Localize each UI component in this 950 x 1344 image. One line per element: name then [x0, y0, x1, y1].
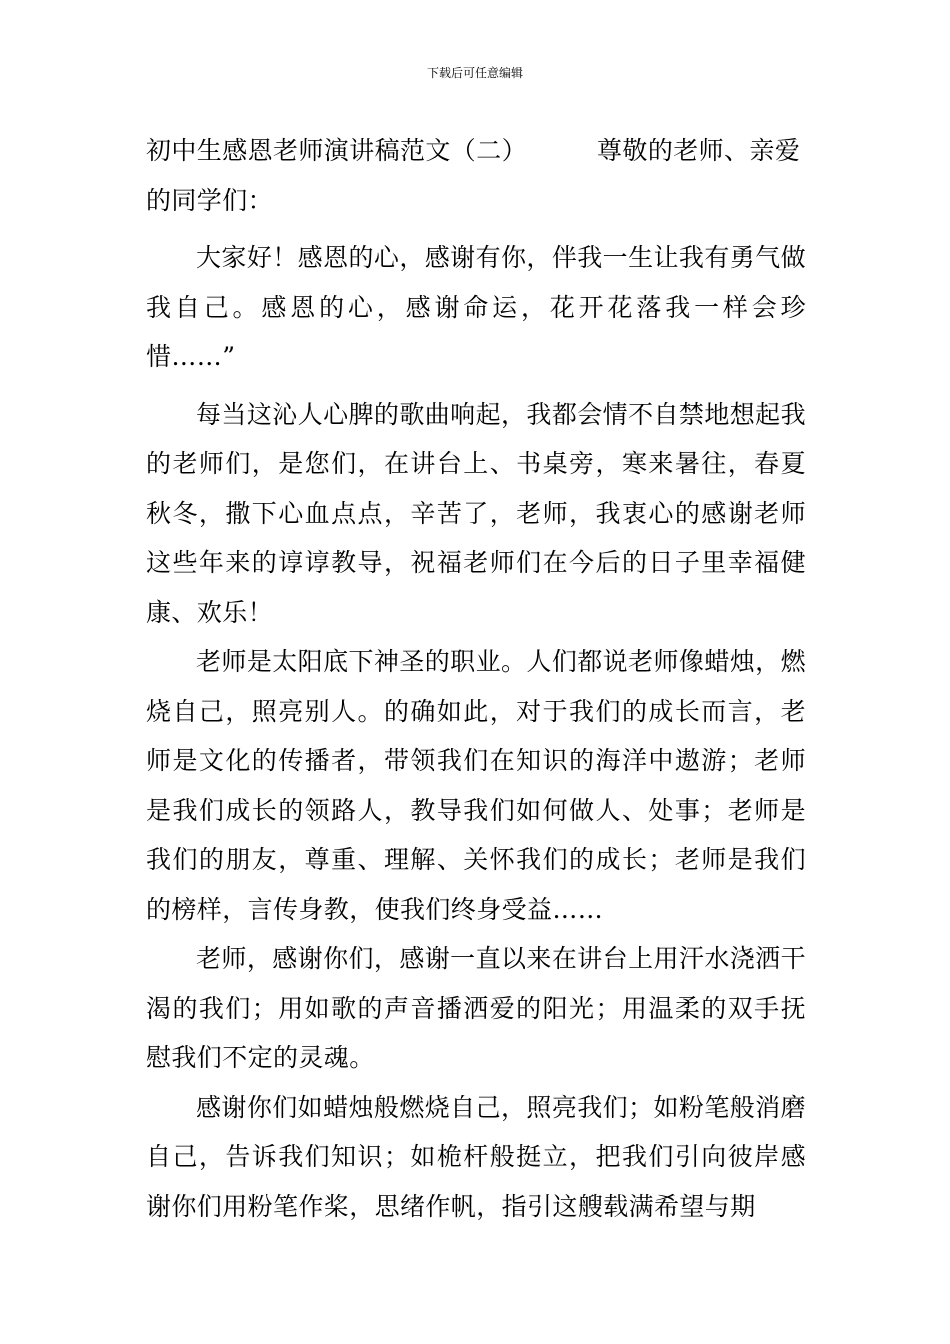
- paragraph-thanks: 老师，感谢你们，感谢一直以来在讲台上用汗水浇洒干渴的我们；用如歌的声音播洒爱的阳光；用温柔的双手抚慰我们不定的灵魂。: [146, 944, 806, 1072]
- paragraph-song: 每当这沁人心脾的歌曲响起，我都会情不自禁地想起我的老师们，是您们，在讲台上、书桌旁，寒来暑往，春夏秋冬，撒下心血点点，辛苦了，老师，我衷心的感谢老师这些年来的谆谆教导，祝福老师们在今后的日子里幸福健康、欢乐！: [146, 399, 806, 627]
- document-body: [146, 126, 806, 1231]
- paragraph-profession: 老师是太阳底下神圣的职业。人们都说老师像蜡烛，燃烧自己，照亮别人。的确如此，对于我们的成长而言，老师是文化的传播者，带领我们在知识的海洋中遨游；老师是我们成长的领路人，教导我们如何做人、处事；老师是我们的朋友，尊重、理解、关怀我们的成长；老师是我们的榜样，言传身教，使我们终身受益……: [146, 647, 806, 924]
- document-title: 初中生感恩老师演讲稿范文（二）: [146, 136, 528, 165]
- paragraph-greeting: 大家好！感恩的心，感谢有你，伴我一生让我有勇气做我自己。感恩的心，感谢命运，花开花落我一样会珍惜……”: [146, 243, 806, 371]
- title-line: [146, 126, 806, 176]
- page-header: 下载后可任意编辑: [426, 66, 523, 80]
- salutation-start: 尊敬的老师、亲爱: [597, 136, 801, 165]
- paragraph-candle: 感谢你们如蜡烛般燃烧自己，照亮我们；如粉笔般消磨自己，告诉我们知识；如桅杆般挺立，把我们引向彼岸感谢你们用粉笔作桨，思绪作帆，指引这艘载满希望与期: [146, 1092, 806, 1221]
- salutation-end: 的同学们：: [146, 185, 274, 215]
